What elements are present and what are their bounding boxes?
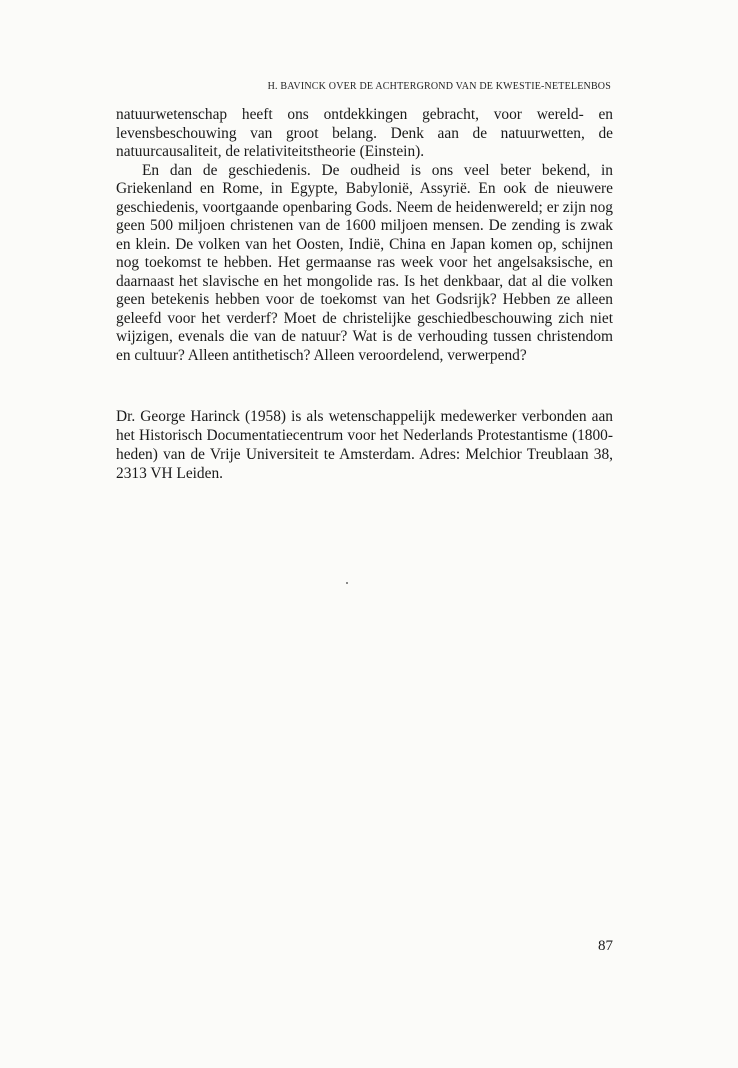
running-head: H. BAVINCK OVER DE ACHTERGROND VAN DE KWESTIE-NETELENBOS <box>267 81 611 92</box>
scan-speck <box>346 582 348 584</box>
paragraph-continuation: natuurwetenschap heeft ons ontdekkingen gebracht, voor wereld- en levensbeschouwing van groot belang. Denk aan de natuurwetten, de natuurcausaliteit, de relativiteitstheorie (Einstein). <box>116 106 613 160</box>
author-note: Dr. George Harinck (1958) is als wetenschappelijk medewerker verbonden aan het Historisch Documentatiecentrum voor het Nederlands Protestantisme (1800-heden) van de Vrije Universiteit te Amsterdam. Adres: Melchior Treublaan 38, 2313 VH Leiden. <box>116 408 613 482</box>
page-number: 87 <box>598 938 613 954</box>
body-text <box>116 106 613 365</box>
paragraph-history: En dan de geschiedenis. De oudheid is ons veel beter bekend, in Griekenland en Rome, in Egypte, Babylonië, Assyrië. En ook de nieuwere geschiedenis, voortgaande openbaring Gods. Neem de heidenwereld; er zijn nog geen 500 miljoen christenen van de 1600 miljoen mensen. De zending is zwak en klein. De volken van het Oosten, Indië, China en Japan komen op, schijnen nog toekomst te hebben. Het germaanse ras week voor het angelsaksische, en daarnaast het slavische en het mongolide ras. Is het denkbaar, dat al die volken geen betekenis hebben voor de toekomst van het Godsrijk? Hebben ze alleen geleefd voor het verderf? Moet de christelijke geschiedbeschouwing zich niet wijzigen, evenals die van de natuur? Wat is de verhouding tussen christendom en cultuur? Alleen antithetisch? Alleen veroordelend, verwerpend? <box>116 161 613 364</box>
